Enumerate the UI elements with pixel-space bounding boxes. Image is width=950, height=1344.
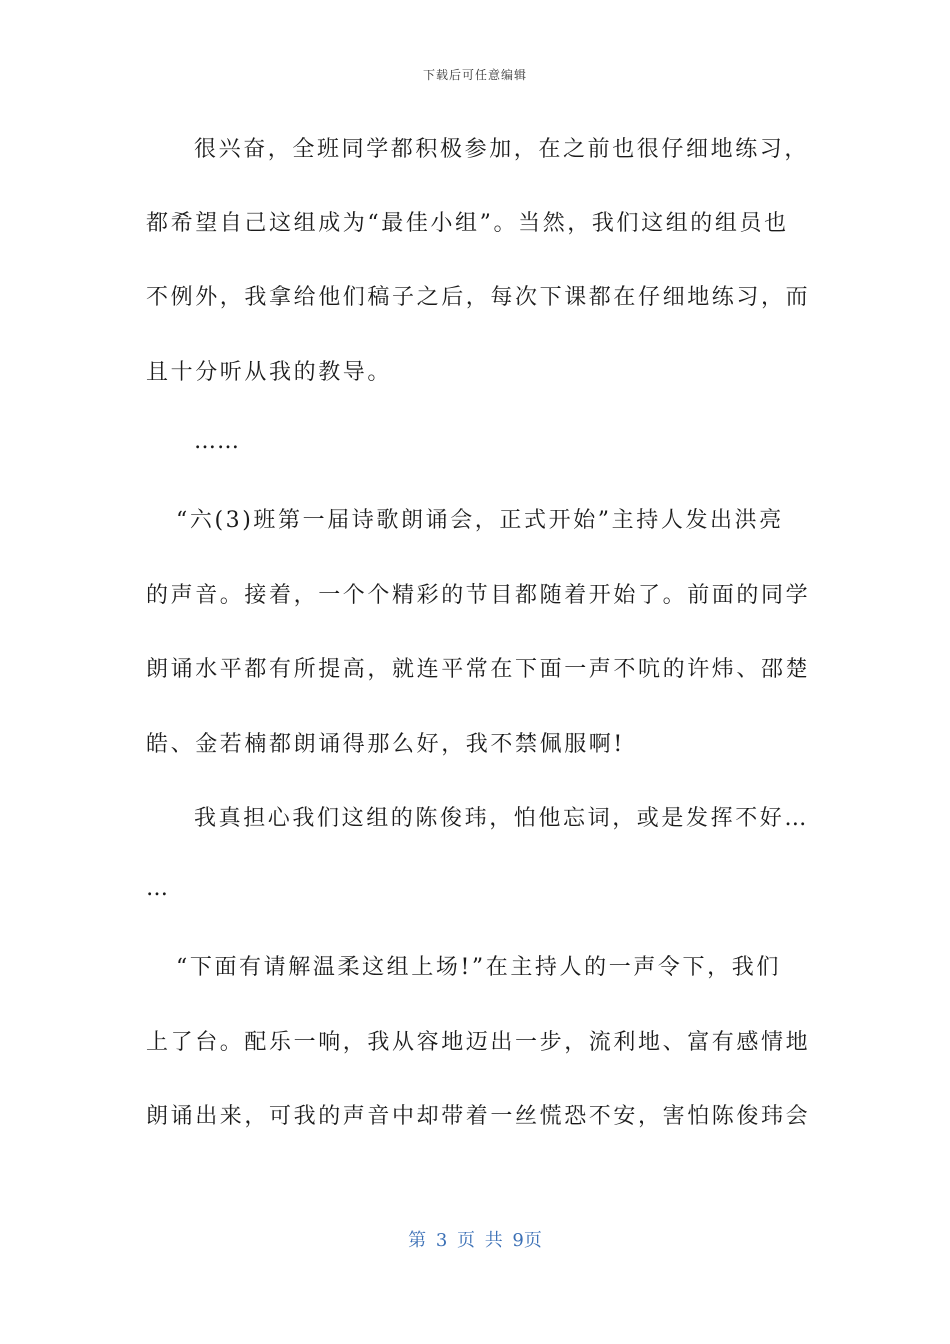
paragraph-line: 不例外，我拿给他们稿子之后，每次下课都在仔细地练习，而 bbox=[146, 285, 811, 310]
paragraph-line: 皓、金若楠都朗诵得那么好，我不禁佩服啊! bbox=[146, 732, 625, 757]
paragraph-line: … bbox=[146, 876, 169, 901]
page-number-footer: 第 3 页 共 9页 bbox=[408, 1230, 542, 1251]
paragraph-line: “下面有请解温柔这组上场!”在主持人的一声令下，我们 bbox=[176, 955, 781, 980]
paragraph-line: 朗诵出来，可我的声音中却带着一丝慌恐不安，害怕陈俊玮会 bbox=[146, 1104, 811, 1129]
ellipsis-line: …… bbox=[194, 429, 240, 454]
paragraph-line: 且十分听从我的教导。 bbox=[146, 360, 393, 385]
paragraph-line: 我真担心我们这组的陈俊玮，怕他忘词，或是发挥不好… bbox=[194, 806, 810, 831]
paragraph-line: 很兴奋，全班同学都积极参加，在之前也很仔细地练习， bbox=[194, 137, 810, 162]
paragraph-line: 朗诵水平都有所提高，就连平常在下面一声不吭的许炜、邵楚 bbox=[146, 657, 811, 682]
page-header: 下载后可任意编辑 bbox=[422, 68, 527, 82]
paragraph-line: 的声音。接着，一个个精彩的节目都随着开始了。前面的同学 bbox=[146, 583, 811, 608]
paragraph-line: 上了台。配乐一响，我从容地迈出一步，流利地、富有感情地 bbox=[146, 1030, 811, 1055]
paragraph-line: 都希望自己这组成为“最佳小组”。当然，我们这组的组员也 bbox=[146, 211, 789, 236]
paragraph-line: “六(3)班第一届诗歌朗诵会，正式开始”主持人发出洪亮 bbox=[176, 508, 784, 533]
